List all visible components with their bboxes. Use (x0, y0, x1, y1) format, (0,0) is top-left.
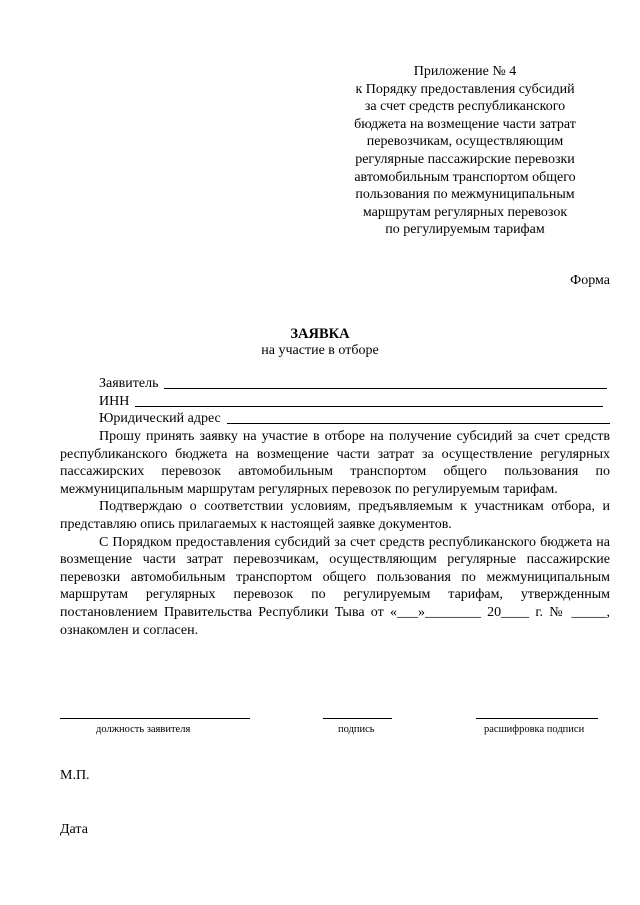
form-label: Форма (570, 273, 610, 288)
paragraph-agreement: С Порядком предоставления субсидий за счет средств республиканского бюджета на возмещение части затрат перевозчикам, осуществляющим регулярные пассажирские перевозки автомобильным транспортом общего пользования по межмуниципальным маршрутам регулярных перевозок по регулируемым тарифам, утвержденным постановлением Правительства Республики Тыва от «___»________ 20____ г. № _____, ознакомлен и согласен. (60, 534, 610, 638)
signature-line[interactable] (323, 718, 392, 719)
legal-address-field[interactable] (99, 410, 610, 427)
appendix-line: к Порядку предоставления субсидий (355, 81, 575, 97)
applicant-input-line[interactable] (164, 388, 607, 389)
date-label: Дата (60, 822, 88, 837)
appendix-line: за счет средств республиканского (364, 99, 566, 115)
signature-caption: подпись (338, 724, 375, 735)
decoding-signature-line[interactable] (476, 718, 598, 719)
legal-address-label: Юридический адрес (99, 411, 221, 426)
inn-field[interactable] (99, 393, 603, 410)
appendix-line: регулярные пассажирские перевозки (355, 151, 575, 167)
document-title: ЗАЯВКА (290, 326, 350, 342)
appendix-line: по регулируемым тарифам (385, 222, 545, 238)
decoding-caption: расшифровка подписи (484, 724, 585, 735)
document-subtitle: на участие в отборе (261, 343, 379, 358)
application-body (60, 428, 610, 639)
stamp-placeholder: М.П. (60, 768, 90, 783)
position-caption: должность заявителя (96, 724, 191, 735)
applicant-field[interactable] (99, 375, 607, 392)
legal-address-input-line[interactable] (227, 423, 610, 424)
appendix-header (330, 63, 600, 239)
paragraph-request: Прошу принять заявку на участие в отборе на получение субсидий за счет средств республиканского бюджета на возмещение части затрат за осуществление регулярных пассажирских перевозок автомобильным транспортом общего пользования по межмуниципальным маршрутам регулярных перевозок по регулируемым тарифам. (60, 429, 610, 497)
paragraph-confirmation: Подтверждаю о соответствии условиям, предъявляемым к участникам отбора, и представляю опись прилагаемых к настоящей заявке документов. (60, 499, 610, 532)
appendix-line: Приложение № 4 (413, 64, 517, 79)
inn-input-line[interactable] (135, 406, 603, 407)
appendix-line: пользования по межмуниципальным (355, 187, 575, 203)
appendix-line: перевозчикам, осуществляющим (366, 134, 564, 150)
appendix-line: маршрутам регулярных перевозок (362, 204, 568, 220)
inn-label: ИНН (99, 394, 130, 409)
appendix-line: автомобильным транспортом общего (354, 169, 576, 185)
position-signature-line[interactable] (60, 718, 250, 719)
applicant-label: Заявитель (99, 376, 159, 391)
appendix-line: бюджета на возмещение части затрат (354, 116, 576, 132)
